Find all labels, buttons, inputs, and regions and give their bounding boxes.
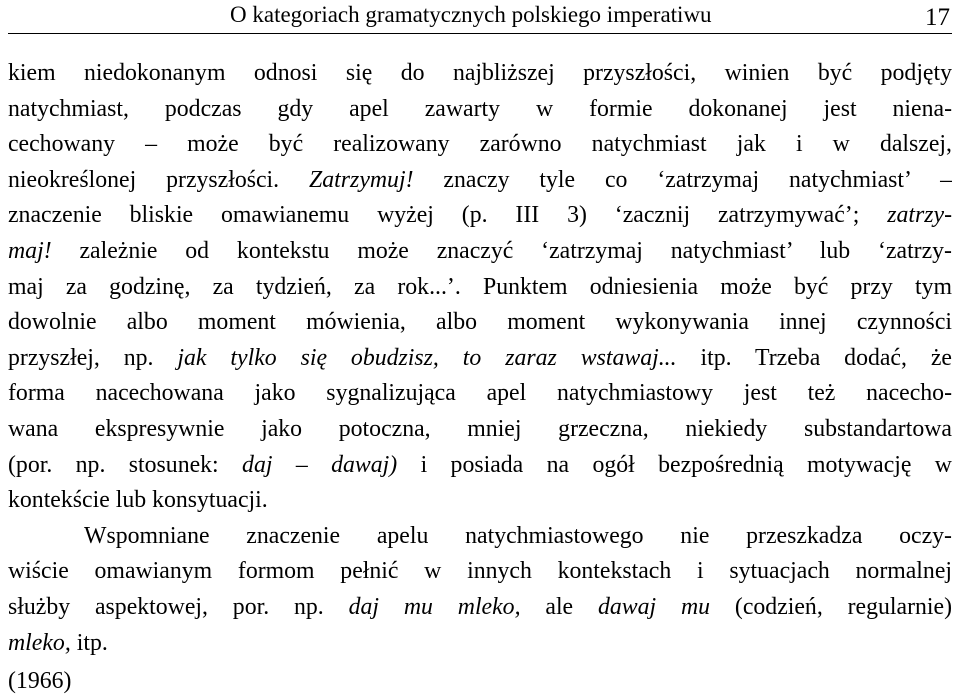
text-run: cechowany – może być realizowany zarówno natychmiast jak i w dalszej, (8, 131, 952, 158)
publication-year: (1966) (8, 668, 72, 694)
text-run: zależnie od kontekstu może znaczyć ‘zatrzymaj natychmiast’ lub ‘zatrzy- (51, 237, 952, 264)
text-run: nieokreślonej przyszłości. (8, 166, 310, 193)
text-line (8, 56, 952, 92)
text-line (8, 305, 952, 341)
italic-example: mleko, (8, 629, 71, 656)
paragraph-2 (8, 519, 952, 661)
running-title: O kategoriach gramatycznych polskiego imperatiwu (230, 2, 712, 27)
text-line (8, 626, 952, 662)
italic-example: daj mu mleko, (348, 593, 521, 620)
text-line (8, 519, 952, 555)
text-line (8, 376, 952, 412)
text-line (8, 198, 952, 234)
text-run: maj za godzinę, za tydzień, za rok...’. Punktem odniesienia może być przy tym (8, 273, 952, 300)
text-run: dowolnie albo moment mówienia, albo moment wykonywania innej czynności (8, 309, 952, 336)
text-run: Wspomniane znaczenie apelu natychmiastowego nie przeszkadza oczy- (84, 522, 952, 549)
italic-example: dawaj mu (597, 593, 711, 620)
text-run: natychmiast, podczas gdy apel zawarty w formie dokonanej jest niena- (8, 95, 952, 122)
body-text (8, 56, 952, 661)
text-run: przyszłej, np. (8, 344, 178, 371)
text-line (8, 483, 952, 519)
italic-example: daj – dawaj) (242, 451, 398, 478)
text-run: itp. (70, 629, 108, 656)
italic-example: maj! (8, 237, 52, 264)
text-line (8, 412, 952, 448)
text-run: itp. Trzeba dodać, że (676, 344, 952, 371)
text-run: kontekście lub konsytuacji. (8, 487, 268, 514)
text-line (8, 341, 952, 377)
text-run: i posiada na ogół bezpośrednią motywację w (397, 451, 952, 478)
text-run: ale (520, 593, 598, 620)
italic-example: jak tylko się obudzisz, to zaraz wstawaj... (177, 344, 677, 371)
italic-example: Zatrzymuj! (309, 166, 414, 193)
text-run: służby aspektowej, por. np. (8, 593, 349, 620)
text-line (8, 554, 952, 590)
text-run: znaczenie bliskie omawianemu wyżej (p. III 3) ‘zacznij zatrzymywać’; (8, 202, 888, 229)
text-line (8, 270, 952, 306)
page-number: 17 (925, 4, 950, 31)
text-run: kiem niedokonanym odnosi się do najbliższej przyszłości, winien być podjęty (8, 60, 952, 86)
text-run: znaczy tyle co ‘zatrzymaj natychmiast’ – (413, 166, 952, 193)
text-line (8, 234, 952, 270)
text-run: (codzień, regularnie) (710, 593, 952, 620)
italic-example: zatrzy- (887, 202, 952, 229)
text-line (8, 92, 952, 128)
text-run: (por. np. stosunek: (8, 451, 243, 478)
text-line (8, 448, 952, 484)
text-run: wana ekspresywnie jako potoczna, mniej grzeczna, niekiedy substandartowa (8, 415, 952, 442)
running-header (8, 0, 952, 34)
text-line (8, 590, 952, 626)
paragraph-1 (8, 56, 952, 519)
text-line (8, 163, 952, 199)
text-line (8, 127, 952, 163)
text-run: forma nacechowana jako sygnalizująca apel natychmiastowy jest też nacecho- (8, 380, 952, 407)
text-run: wiście omawianym formom pełnić w innych kontekstach i sytuacjach normalnej (8, 558, 952, 585)
